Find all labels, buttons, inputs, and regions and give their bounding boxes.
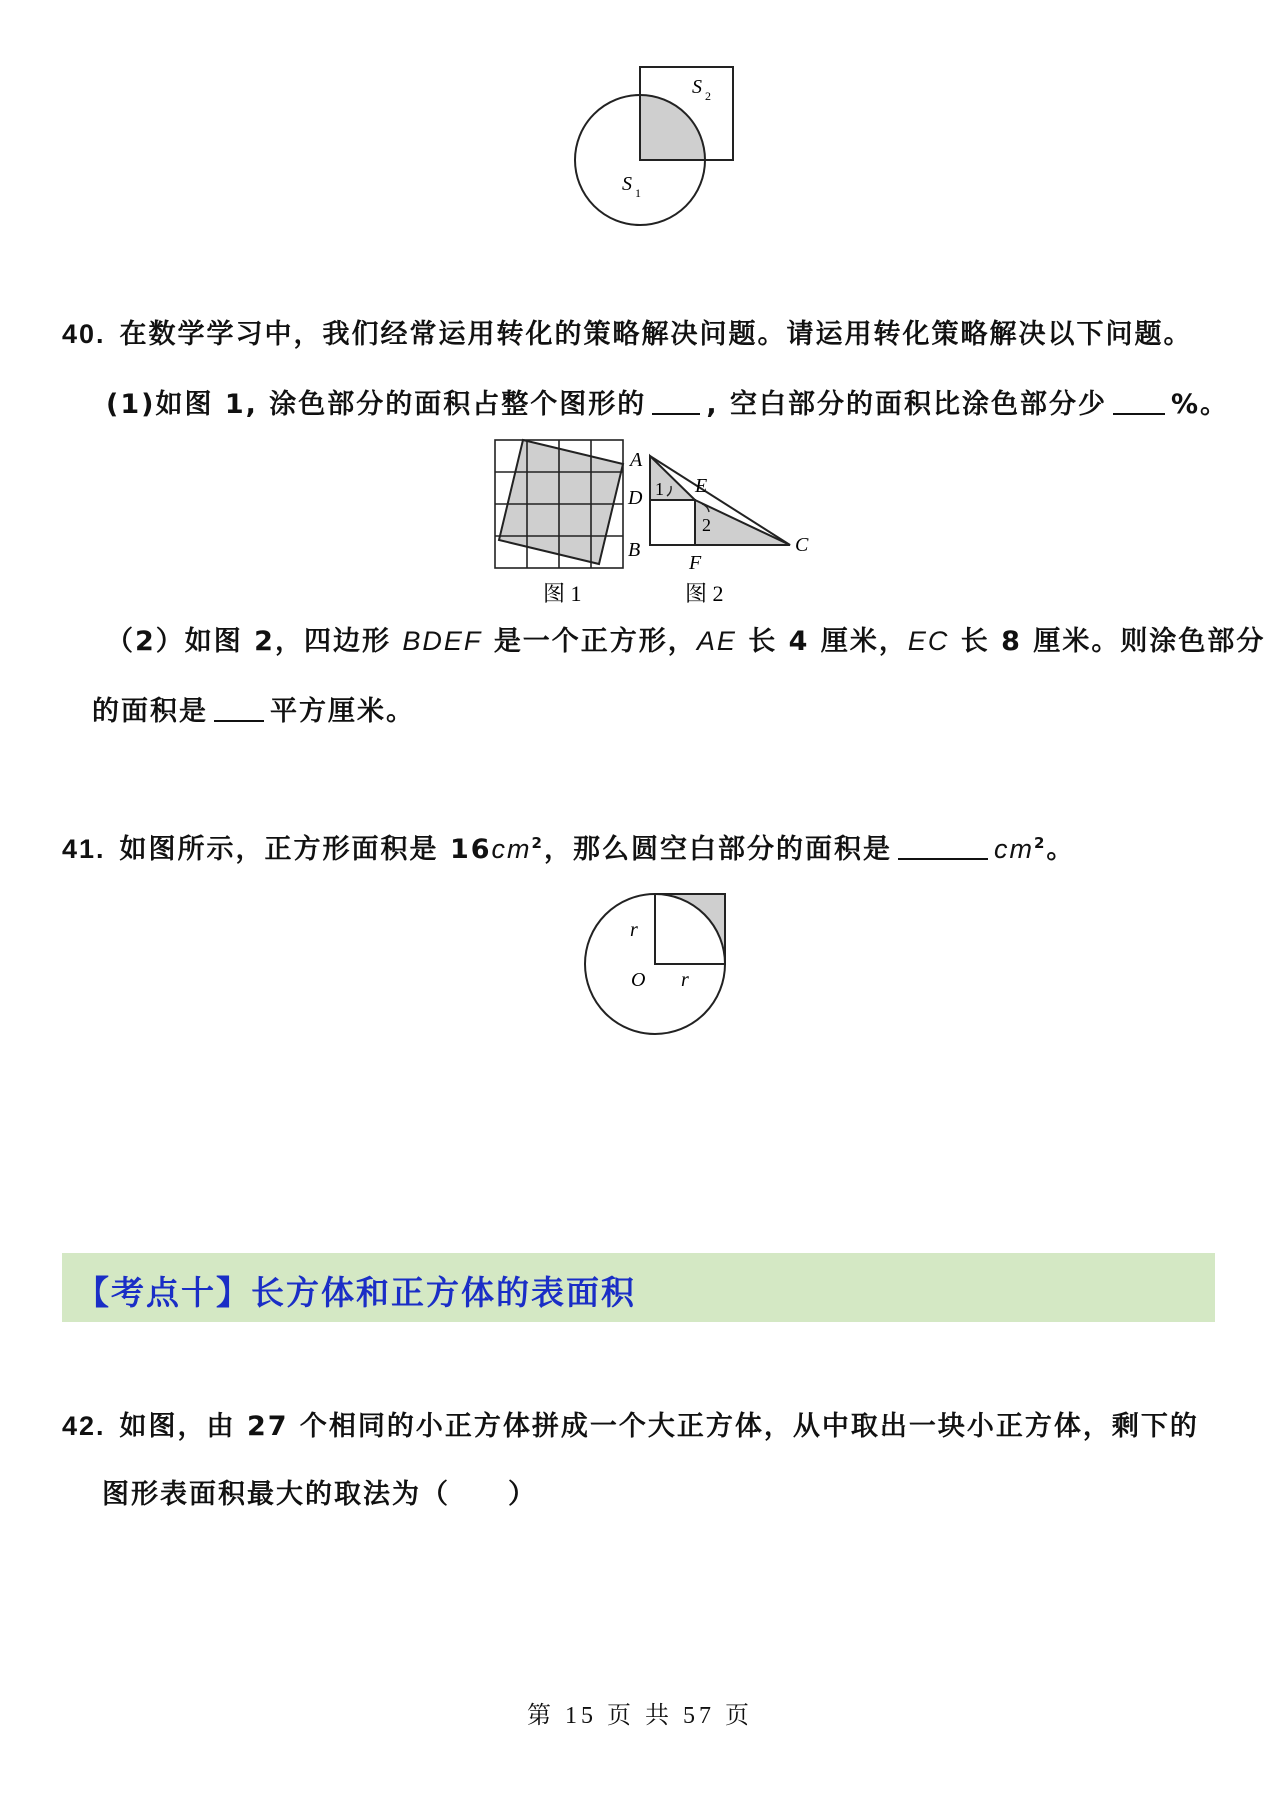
label-r-horizontal: r [681,969,689,991]
angle-1-label: 1 [655,479,664,499]
page-footer: 第 15 页 共 57 页 [527,1703,753,1729]
label-e: E [695,475,708,497]
part2-text-d: 长 8 厘米。则涂色部分 [960,626,1266,657]
q42-line2: 图形表面积最大的取法为（ ） [102,1479,537,1510]
question-text: 在数学学习中，我们经常运用转化的策略解决问题。请运用转化策略解决以下问题。 [119,319,1193,350]
part2-line2-a: 的面积是 [92,696,208,727]
label-a: A [630,449,643,471]
label-d: D [628,487,643,509]
part1-text-b: , 空白部分的面积比涂色部分少 [706,389,1107,420]
q40-part2-line1 [106,625,1265,658]
part2-line2-b: 平方厘米。 [270,696,415,727]
answer-blank[interactable] [1113,387,1165,415]
overlap-circle-square-figure [560,60,760,230]
figure-2-caption: 图 2 [685,581,724,606]
label-c: C [795,534,809,556]
answer-blank[interactable] [214,694,264,722]
q41-unit-answer-sup: 2 [1033,834,1047,852]
part2-ae: AE [696,626,737,656]
part2-ec: EC [907,626,950,656]
part2-text-a: （2）如图 2，四边形 [106,626,391,657]
part2-text-b: 是一个正方形， [493,626,697,657]
question-number: 42. [62,1411,106,1441]
q41-unit-answer: cm [993,834,1034,864]
s2-label: S [692,76,702,98]
question-41 [62,832,1075,866]
question-42 [62,1410,1199,1443]
section-title: 【考点十】长方体和正方体的表面积 [76,1273,636,1312]
q40-part2-line2 [92,694,415,728]
section-header [62,1253,1215,1322]
q41-circle-square-figure [575,888,735,1038]
q41-text-b: ，那么圆空白部分的面积是 [543,834,892,865]
s2-subscript: 2 [705,89,711,103]
q41-text-a: 如图所示，正方形面积是 16 [119,834,492,865]
part2-bdef: BDEF [402,626,483,656]
q41-text-end: 。 [1046,834,1076,865]
label-r-vertical: r [630,919,638,941]
answer-blank[interactable] [898,832,988,860]
label-f: F [689,552,702,574]
s1-subscript: 1 [635,186,641,200]
s1-label: S [622,173,632,195]
figure-2-triangle-square [625,448,825,608]
question-number: 41. [62,834,106,864]
angle-2-label: 2 [702,515,711,535]
answer-blank[interactable] [652,387,700,415]
q41-unit-sup: 2 [531,834,544,852]
q41-unit: cm [491,834,532,864]
figure-1-grid-square [493,438,633,610]
q42-line1: 如图，由 27 个相同的小正方体拼成一个大正方体，从中取出一块小正方体，剩下的 [119,1411,1199,1442]
figure-1-caption: 图 1 [543,581,582,606]
part1-text-a: (1)如图 1, 涂色部分的面积占整个图形的 [106,389,647,420]
part1-text-c: %。 [1170,389,1230,420]
label-b: B [628,539,641,561]
q40-part1 [106,387,1229,421]
label-o: O [631,969,646,991]
question-40 [62,318,1193,351]
question-number: 40. [62,319,106,349]
part2-text-c: 长 4 厘米， [748,626,908,657]
